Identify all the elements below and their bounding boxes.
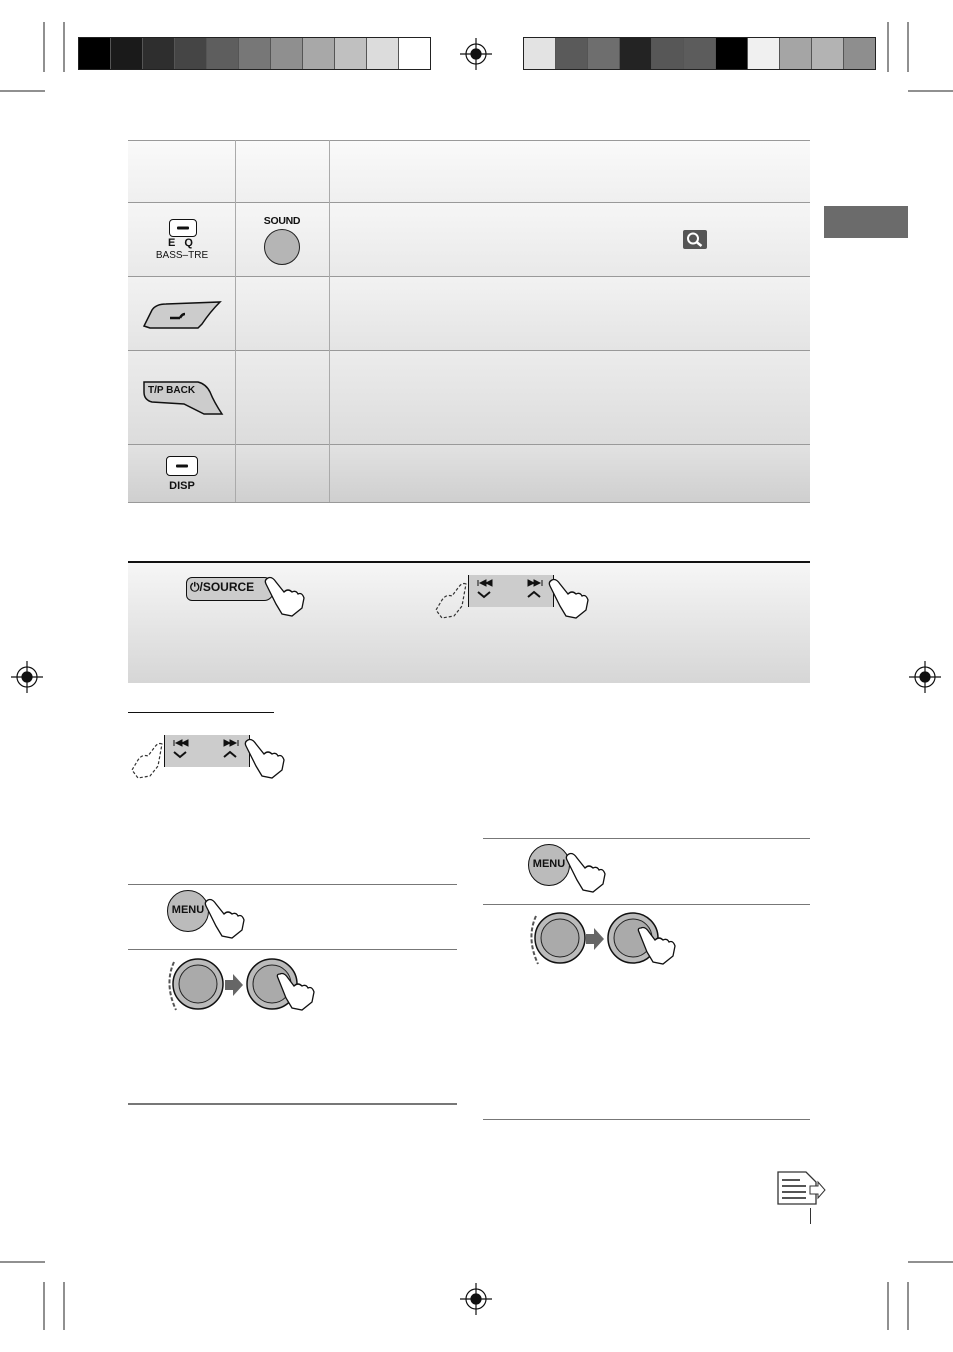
color-swatch [684, 38, 716, 69]
sound-button[interactable] [264, 229, 300, 265]
table-row [128, 276, 810, 350]
color-swatch [175, 38, 207, 69]
finger-left-dashed-icon [432, 580, 472, 620]
color-swatch [812, 38, 844, 69]
eq-button[interactable] [169, 219, 197, 237]
section-underline [128, 712, 274, 713]
table-row [128, 350, 810, 444]
color-swatch [524, 38, 556, 69]
color-swatch [271, 38, 303, 69]
color-swatch [716, 38, 748, 69]
magnifier-icon [683, 230, 707, 249]
color-swatch [143, 38, 175, 69]
phone-key-button[interactable] [140, 298, 224, 330]
control-dial-press-icon[interactable] [605, 910, 681, 970]
bass-tre-label: BASS–TRE [155, 250, 209, 261]
color-swatch [588, 38, 620, 69]
disp-button[interactable] [166, 456, 198, 476]
page-edge-mark [810, 1208, 811, 1224]
step-divider [483, 838, 810, 839]
color-swatch [620, 38, 652, 69]
step-divider [483, 1119, 810, 1120]
color-calibration-bar-right [523, 37, 876, 70]
tp-back-label: T/P BACK [148, 385, 196, 396]
step-divider [483, 904, 810, 905]
finger-press-icon [262, 574, 306, 618]
color-swatch [207, 38, 239, 69]
finger-right-icon [242, 736, 286, 780]
color-swatch [367, 38, 399, 69]
step-divider [128, 1103, 457, 1105]
color-swatch [652, 38, 684, 69]
color-swatch [335, 38, 367, 69]
step-divider [128, 884, 457, 885]
control-dial-turn-icon[interactable] [164, 954, 234, 1016]
eq-label: E Q [168, 237, 196, 249]
color-swatch [303, 38, 335, 69]
color-swatch [748, 38, 780, 69]
arrow-right-icon [225, 974, 243, 996]
seek-arrows-icon [474, 578, 550, 602]
color-swatch [399, 38, 430, 69]
tp-back-button[interactable] [140, 378, 224, 418]
source-label: ⏻/SOURCE [190, 580, 255, 594]
color-swatch [239, 38, 271, 69]
control-dial-press-icon[interactable] [244, 956, 320, 1016]
sound-label: SOUND [263, 215, 301, 227]
arrow-right-icon [586, 928, 604, 950]
color-swatch [780, 38, 812, 69]
button-function-table [128, 140, 810, 502]
table-header-row [128, 140, 810, 202]
table-row [128, 444, 810, 502]
color-swatch [556, 38, 588, 69]
finger-right-icon [546, 576, 590, 620]
table-row [128, 202, 810, 276]
menu-label: MENU [532, 858, 566, 870]
disp-label: DISP [169, 480, 195, 492]
color-swatch [79, 38, 111, 69]
menu-label: MENU [171, 904, 205, 916]
color-swatch [111, 38, 143, 69]
finger-left-dashed-icon [128, 740, 168, 780]
seek-arrows-icon [170, 738, 246, 762]
finger-press-icon [202, 896, 246, 940]
color-swatch [844, 38, 875, 69]
continued-page-icon [776, 1170, 826, 1206]
color-calibration-bar-left [78, 37, 431, 70]
finger-press-icon [563, 850, 607, 894]
language-side-tab [824, 206, 908, 238]
step-divider [128, 949, 457, 950]
